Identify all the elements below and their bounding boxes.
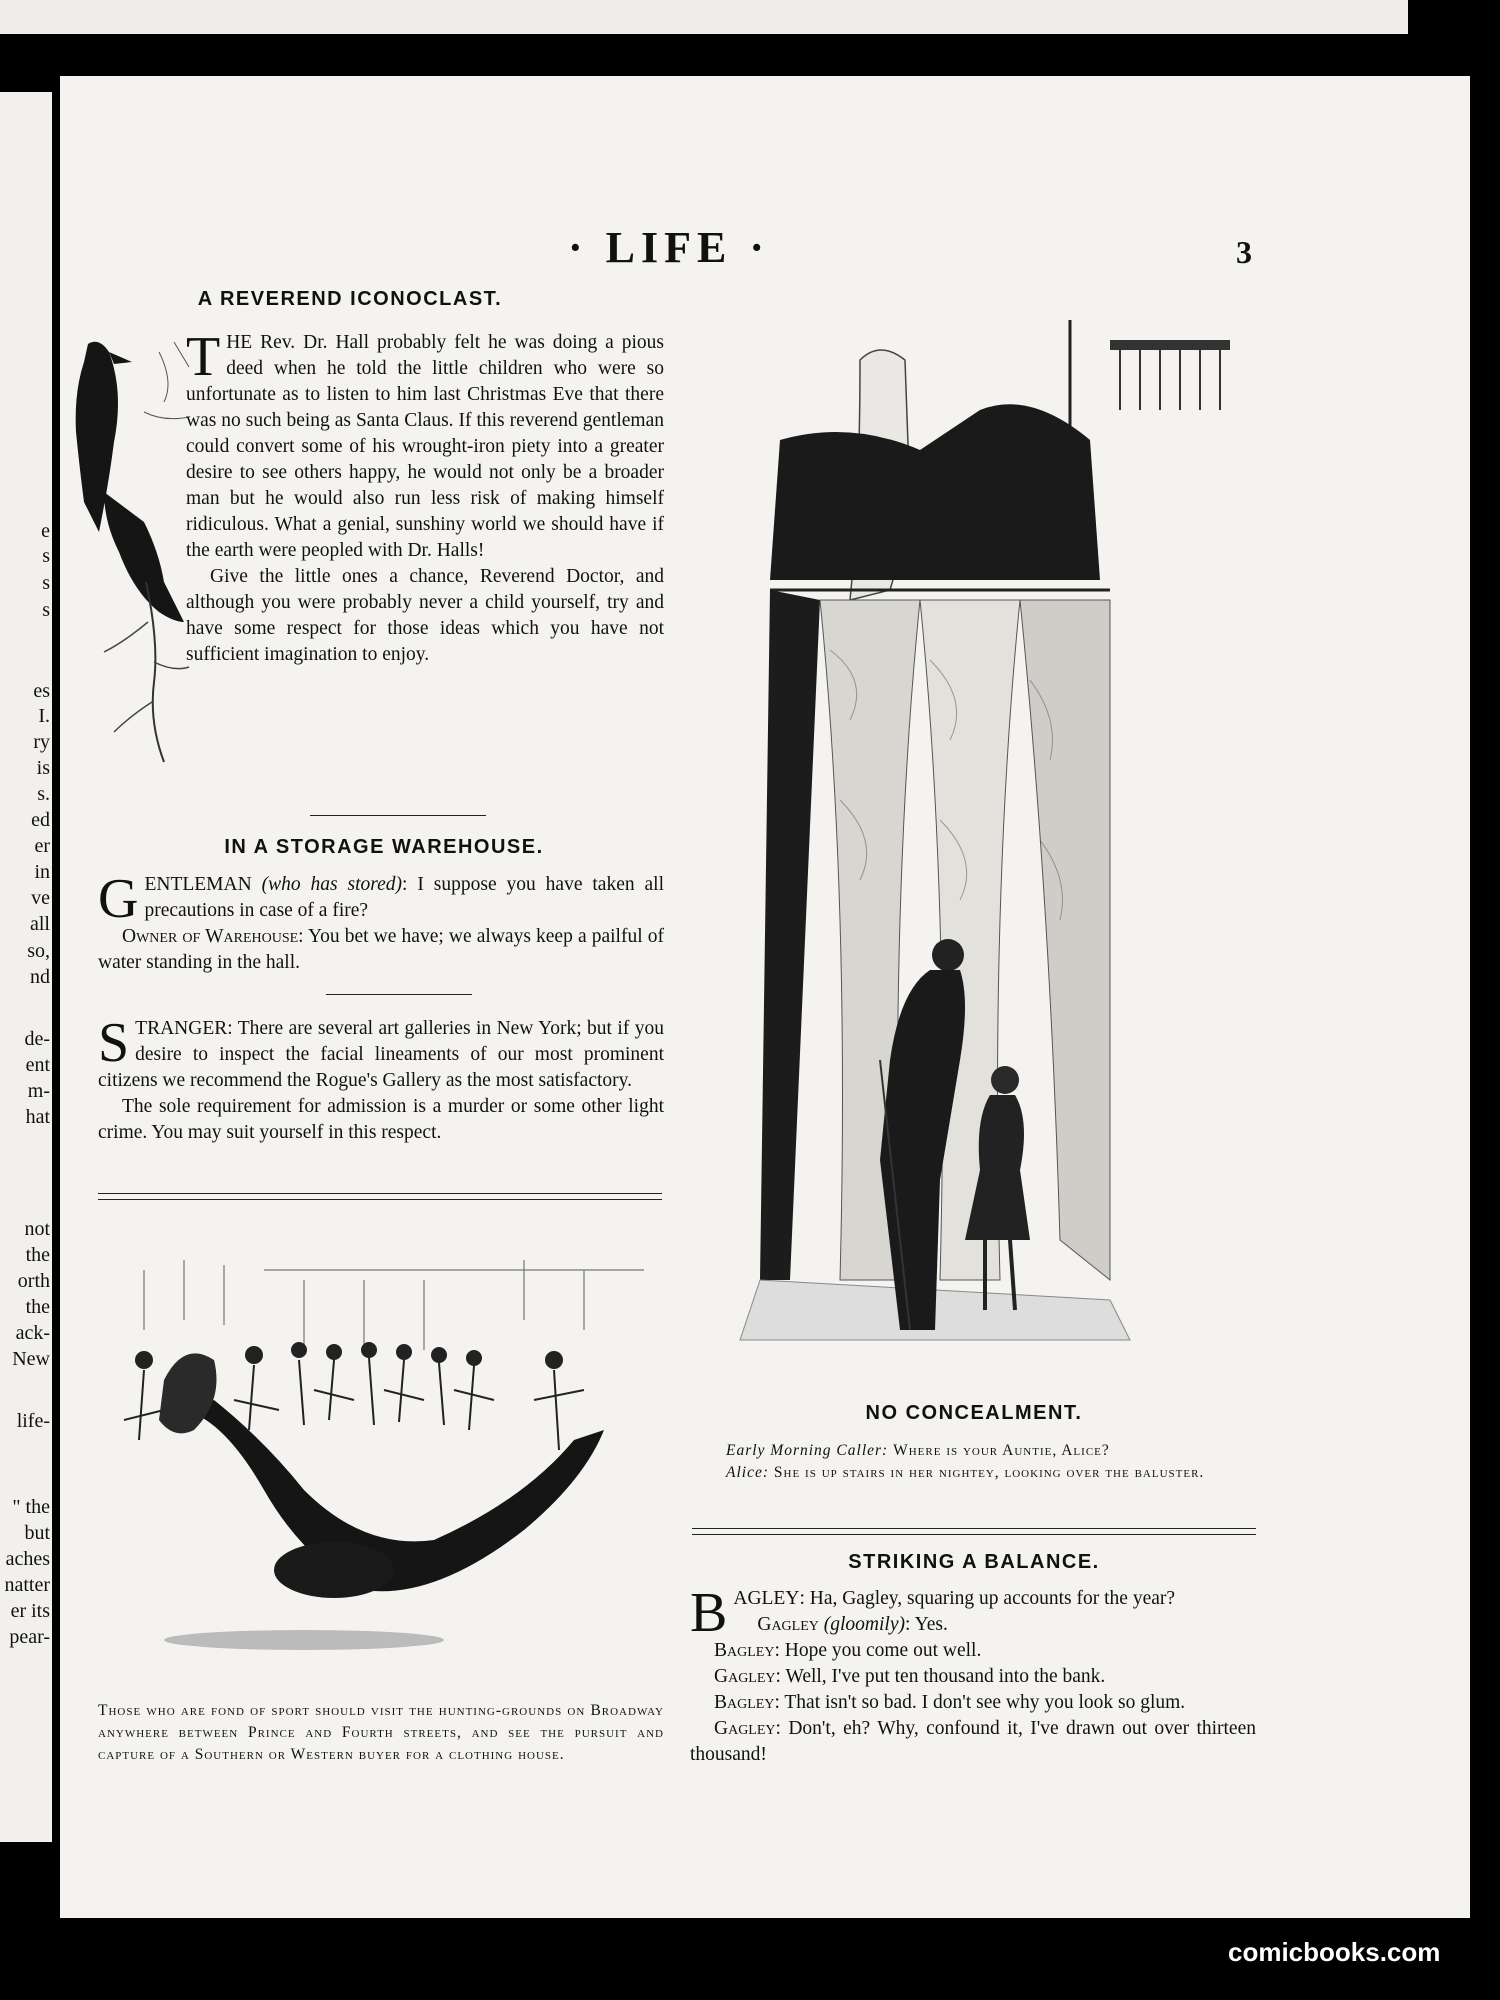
left-page-fragment: in (34, 861, 50, 883)
left-page-fragment: the (25, 1296, 50, 1318)
site-watermark: comicbooks.com (1228, 1937, 1441, 1967)
left-page-fragment: so, (27, 940, 50, 962)
left-page-fragment: ry (33, 731, 50, 753)
balance-speaker-6: Gagley (714, 1718, 776, 1739)
balance-article (690, 1582, 1256, 1768)
balance-heading: STRIKING A BALANCE. (848, 1551, 1100, 1573)
iconoclast-paragraph-1 (186, 326, 664, 564)
left-page-fragment: es (33, 680, 50, 702)
balance-line-6 (690, 1716, 1256, 1768)
concealment-heading: NO CONCEALMENT. (865, 1402, 1083, 1424)
left-page-fragment: hat (25, 1106, 50, 1128)
balance-speaker-2: Gagley (757, 1614, 819, 1635)
storage-speaker-1: ENTLEMAN (144, 874, 252, 895)
storage-heading: IN A STORAGE WAREHOUSE. (224, 836, 544, 858)
left-page-fragment: all (30, 913, 50, 935)
left-page-fragment: ack- (15, 1322, 50, 1344)
balance-line-1-text: : Ha, Gagley, squaring up accounts for the year? (799, 1588, 1176, 1609)
left-page-fragment: the (25, 1244, 50, 1266)
storage-line-1 (98, 868, 665, 930)
concealment-speaker-1: Early Morning Caller: (726, 1442, 889, 1459)
balance-stage-direction: (gloomily) (823, 1614, 905, 1635)
balance-line-6-text: : Don't, eh? Why, confound it, I've drawn out over thirteen thousand! (690, 1718, 1256, 1765)
balance-line-4-text: : Well, I've put ten thousand into the bank. (775, 1666, 1106, 1687)
left-page-fragment: s. (37, 783, 50, 805)
left-page-fragment: orth (17, 1270, 50, 1292)
left-page-fragment: but (24, 1522, 50, 1544)
balance-speaker-5: Bagley (714, 1692, 775, 1713)
double-rule-left (98, 1193, 662, 1200)
left-page-fragment: " the (12, 1496, 50, 1518)
left-page-fragment: ve (31, 887, 50, 909)
left-page-fragment: New (12, 1348, 50, 1370)
balance-line-3 (690, 1638, 1256, 1664)
left-page-fragment: nd (30, 966, 50, 988)
left-page-fragment: e (41, 520, 50, 542)
left-page-fragment: ent (25, 1054, 50, 1076)
left-page-fragment: de- (24, 1028, 50, 1050)
storage-article (98, 868, 665, 976)
iconoclast-article (186, 326, 664, 668)
left-page-fragment: s (42, 572, 50, 594)
left-page-fragment: er its (10, 1600, 50, 1622)
balance-line-2-text: : Yes. (905, 1614, 948, 1635)
left-page-fragment: is (36, 757, 50, 779)
dropcap-t: T (186, 326, 221, 388)
left-page-fragment: natter (4, 1574, 50, 1596)
left-page-fragment: pear- (9, 1626, 50, 1648)
dropcap-g: G (98, 868, 139, 930)
storage-line-1-text: : I suppose you have taken all precautions in case of a fire? (144, 874, 665, 921)
balance-speaker-4: Gagley (714, 1666, 776, 1687)
left-page-fragment: aches (5, 1548, 50, 1570)
iconoclast-paragraph-2: Give the little ones a chance, Reverend Doctor, and although you were probably never a child yourself, try and have some respect for those ideas which you have not sufficient imagination to enjoy. (186, 566, 664, 665)
balance-line-5 (690, 1690, 1256, 1716)
balance-line-4 (690, 1664, 1256, 1690)
left-page-fragment: s (42, 599, 50, 621)
balance-line-2 (690, 1612, 1256, 1638)
left-page-fragment: not (24, 1218, 50, 1240)
left-page-fragment: life- (16, 1410, 50, 1432)
top-page-edge (0, 0, 1408, 34)
page-number: 3 (1236, 234, 1252, 270)
divider-rule-2 (326, 994, 472, 995)
hunting-grounds-illustration (104, 1240, 664, 1680)
sport-caption: Those who are fond of sport should visit the hunting-grounds on Broadway anywhere between Prince and Fourth streets, and see the pursuit and capture of a Southern or Western buyer for a clothing house. (98, 1702, 664, 1763)
balance-line-3-text: : Hope you come out well. (774, 1640, 982, 1661)
storage-speaker-2: Owner of Warehouse (122, 926, 299, 947)
left-page-fragment: s (42, 545, 50, 567)
storage-line-2 (98, 924, 664, 976)
masthead-title: · LIFE · (568, 223, 771, 272)
storage-line-2-text: : You bet we have; we always keep a pailful of water standing in the hall. (98, 926, 665, 973)
double-rule-right (692, 1528, 1256, 1535)
balance-speaker-3: Bagley (714, 1640, 775, 1661)
left-page-fragment: m- (27, 1080, 50, 1102)
stranger-line-1-text: : There are several art galleries in New York; but if you desire to inspect the facial lineaments of our most prominent citizens we recommend the Rogue's Gallery as the most satisfactory. (98, 1018, 664, 1091)
balance-line-5-text: : That isn't so bad. I don't see why you look so glum. (774, 1692, 1186, 1713)
dropcap-s: S (98, 1012, 130, 1074)
left-page-fragment: er (34, 835, 50, 857)
concealment-dialogue (690, 1440, 1258, 1484)
dropcap-b: B (690, 1582, 728, 1644)
balance-speaker-1: AGLEY (733, 1588, 800, 1609)
stranger-line-2: The sole requirement for admission is a murder or some other light crime. You may suit yourself in this respect. (98, 1096, 664, 1143)
concealment-line-1-text: Where is your Auntie, Alice? (893, 1442, 1110, 1459)
storage-stage-direction: (who has stored) (261, 874, 403, 895)
stranger-line-1 (98, 1012, 664, 1094)
stranger-speaker: TRANGER (135, 1018, 228, 1039)
curtain-illustration (730, 300, 1240, 1360)
concealment-line-1 (690, 1440, 1258, 1462)
iconoclast-heading: A REVEREND ICONOCLAST. (197, 288, 503, 310)
divider-rule-1 (310, 815, 486, 816)
left-page-fragment-column (0, 92, 52, 1842)
left-page-fragment: ed (31, 809, 50, 831)
left-page-fragment: I. (38, 705, 50, 727)
concealment-line-2-text: She is up stairs in her nightey, looking over the baluster. (773, 1464, 1205, 1481)
concealment-line-2 (690, 1462, 1258, 1484)
iconoclast-text-1: HE Rev. Dr. Hall probably felt he was doing a pious deed when he told the little children who were so unfortunate as to listen to him last Christmas Eve that there was no such being as Santa Claus. If this reverend gentleman could convert some of his wrought-iron piety into a greater desire to see others happy, he would not only be a broader man but he would also run less risk of making himself ridiculous. What a genial, sunshiny world we should have if the earth were peopled with Dr. Halls! (186, 332, 664, 561)
stranger-article (98, 1012, 664, 1146)
concealment-speaker-2: Alice: (726, 1464, 770, 1481)
